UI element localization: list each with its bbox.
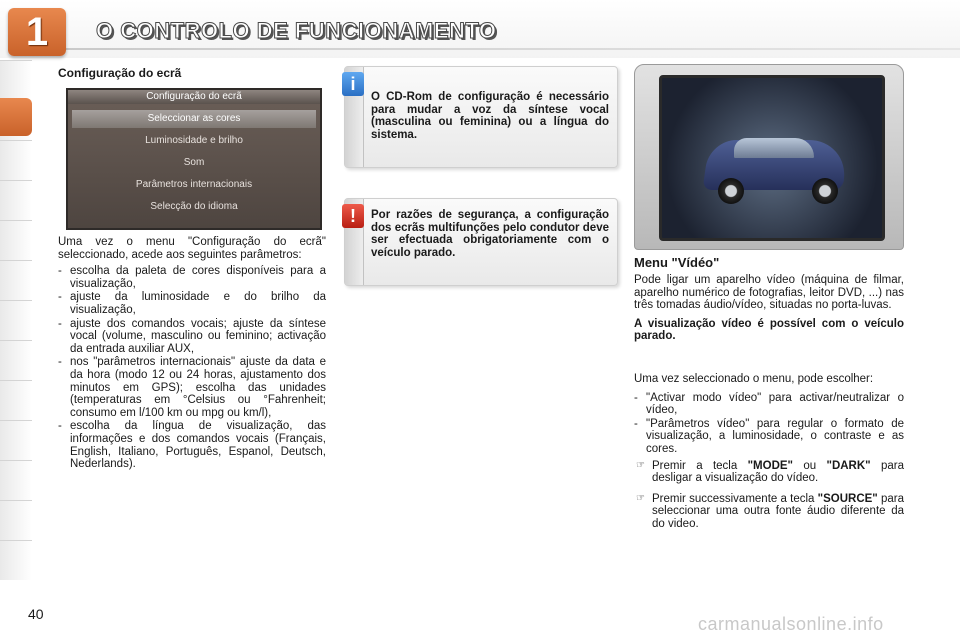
chapter-number: 1 xyxy=(8,8,66,56)
action-item: ☞ Premir successivamente a tecla "SOURCE" para seleccionar uma outra fonte áudio diferente da do video. xyxy=(636,492,904,530)
config-options-list xyxy=(58,265,326,471)
screen-menu-item: Parâmetros internacionais xyxy=(135,179,253,190)
list-item: - ajuste da luminosidade e do brilho da visualização, xyxy=(58,291,326,316)
screen-illustration xyxy=(66,88,322,230)
watermark: carmanualsonline.info xyxy=(698,614,884,634)
list-item: - "Parâmetros vídeo" para regular o formato de visualização, a luminosidade, o contraste e as cores. xyxy=(634,418,904,456)
list-item: - escolha da língua de visualização, das informações e dos comandos vocais (Français, English, Italiano, Português, Espanol, Deutsch, Nederlands). xyxy=(58,420,326,470)
header-divider xyxy=(60,48,960,50)
video-screen xyxy=(659,75,885,241)
side-tab-13 xyxy=(0,540,32,579)
page-number: 40 xyxy=(28,606,44,622)
info-text: O CD-Rom de configuração é necessário para mudar a voz da síntese vocal (masculina ou feminina) ou a língua do sistema. xyxy=(371,91,609,141)
screen-menu-item: Selecção do idioma xyxy=(150,201,238,212)
side-tab-active xyxy=(0,98,32,136)
video-para-1: Pode ligar um aparelho vídeo (máquina de filmar, aparelho numérico de fotografias, leitor DVD, ...) nas três tomadas áudio/vídeo, situadas no porta-luvas. xyxy=(634,274,904,312)
side-tab-3 xyxy=(0,140,32,179)
side-tab-12 xyxy=(0,500,32,539)
pointing-hand-icon: ☞ xyxy=(636,459,645,471)
warning-text: Por razões de segurança, a configuração dos ecrãs multifunções pelo condutor deve ser efectuada obrigatoriamente com o veículo parado. xyxy=(371,209,609,259)
warning-box xyxy=(344,198,618,286)
car-wheel xyxy=(812,178,838,204)
list-item: - "Activar modo vídeo" para activar/neutralizar o vídeo, xyxy=(634,392,904,417)
video-para-3: Uma vez seleccionado o menu, pode escolher: xyxy=(634,372,874,385)
list-item: - nos "parâmetros internacionais" ajuste da data e da hora (modo 12 ou 24 horas, ajustamento dos minutos em GPS); escolha das unidades (temperaturas em °Celsius ou °Fahrenheit; consumo em l/100 km ou mpg ou km/l), xyxy=(58,356,326,419)
pointing-hand-icon: ☞ xyxy=(636,492,645,504)
side-tab-7 xyxy=(0,300,32,339)
side-tab-9 xyxy=(0,380,32,419)
video-actions-list xyxy=(634,460,904,531)
mode-key-label: "MODE" xyxy=(747,459,793,472)
warning-icon: ! xyxy=(342,204,364,228)
config-description xyxy=(58,236,326,472)
side-tab-4 xyxy=(0,180,32,219)
side-index-strip xyxy=(0,60,32,580)
side-tab-8 xyxy=(0,340,32,379)
side-tab-5 xyxy=(0,220,32,259)
screen-menu-item: Luminosidade e brilho xyxy=(145,135,243,146)
video-description xyxy=(634,274,904,539)
info-icon: i xyxy=(342,72,364,96)
list-item: - ajuste dos comandos vocais; ajuste da síntese vocal (volume, masculino ou feminino; activação da entrada auxiliar AUX, xyxy=(58,318,326,356)
side-tab-1 xyxy=(0,60,32,99)
side-tab-11 xyxy=(0,460,32,499)
video-display-illustration xyxy=(634,64,904,250)
car-wheel xyxy=(718,178,744,204)
side-tab-10 xyxy=(0,420,32,459)
screen-menu-item-selected: Seleccionar as cores xyxy=(72,110,316,128)
page-title: O CONTROLO DE FUNCIONAMENTO xyxy=(96,18,497,43)
video-para-2: A visualização vídeo é possível com o veículo parado. xyxy=(634,317,904,343)
screen-menu-item: Som xyxy=(183,157,205,168)
car-window xyxy=(734,138,814,158)
video-options-list xyxy=(634,392,904,456)
info-box xyxy=(344,66,618,168)
config-intro: Uma vez o menu "Configuração do ecrã" seleccionado, acede aos seguintes parâmetros: xyxy=(58,236,326,261)
list-item: - escolha da paleta de cores disponíveis para a visualização, xyxy=(58,265,326,290)
source-key-label: "SOURCE" xyxy=(817,492,878,505)
action-item: ☞ Premir a tecla "MODE" ou "DARK" para desligar a visualização do vídeo. xyxy=(636,459,904,485)
side-tab-6 xyxy=(0,260,32,299)
screen-header: Configuração do ecrã xyxy=(68,90,320,104)
video-menu-heading: Menu "Vídéo" xyxy=(634,255,720,270)
section-subtitle: Configuração do ecrã xyxy=(58,66,182,80)
dark-key-label: "DARK" xyxy=(826,459,871,472)
